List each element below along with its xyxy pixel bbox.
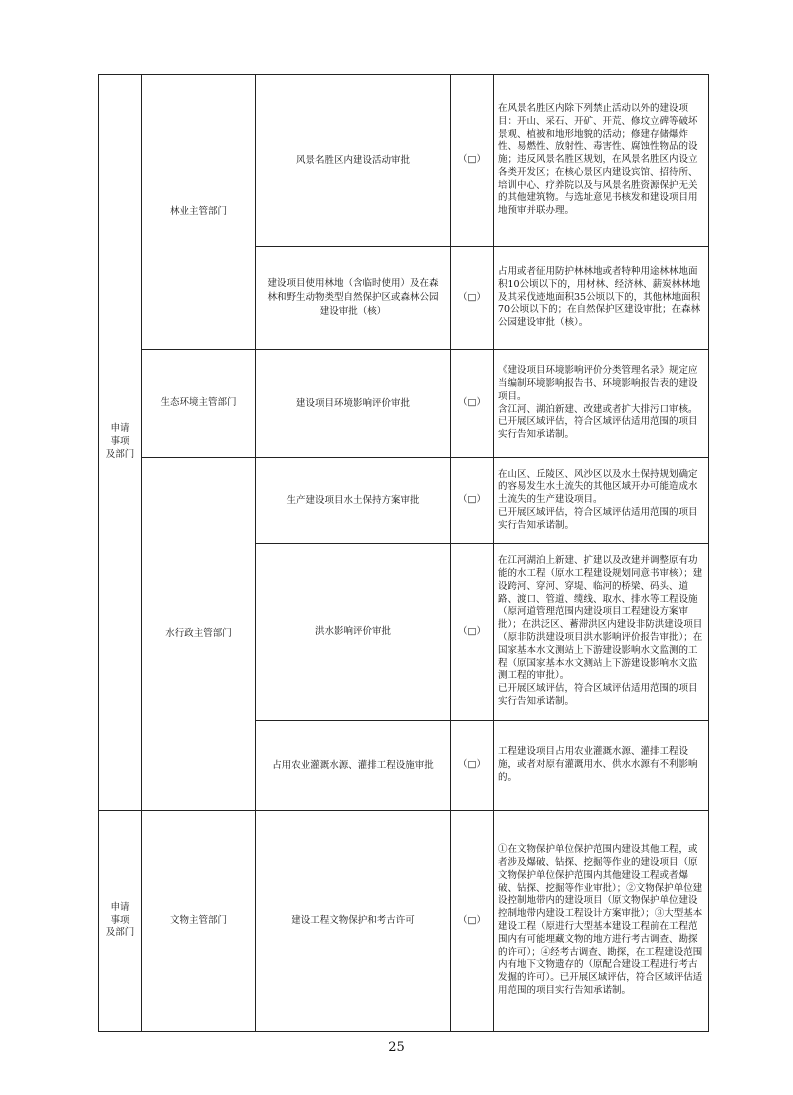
- item-description: ①在文物保护单位保护范围内建设其他工程，或者涉及爆破、钻探、挖掘等作业的建设项目（原文物保护单位保护范围内其他建设工程或者爆破、钻探、挖掘等作业审批）；②文物保护单位建设控制地带内的建设项目（原文物保护单位建设控制地带内建设工程设计方案审批）；③大型基本建设工程（原进行大型基本建设工程前在工程范围内有可能埋藏文物的地方进行考古调查、勘探的许可）；④经考古调查、勘探，在工程建设范围内有地下文物遗存的（原配合建设工程进行考古发掘的许可）。已开展区域评估，符合区域评估适用范围的项目实行告知承诺制。: [498, 844, 703, 996]
- checkbox-mark: （□）: [458, 759, 486, 771]
- category-cell: [99, 811, 142, 1032]
- department-cell: [142, 811, 256, 1032]
- item-cell: [256, 75, 451, 247]
- mark-cell: [451, 350, 494, 458]
- item-description: 《建设项目环境影响评价分类管理名录》规定应当编制环境影响报告书、环境影响报告表的建设项目。 含江河、湖泊新建、改建或者扩大排污口审核。已开展区域评估，符合区域评估适用范围的项目实行告知承诺制。: [498, 365, 698, 441]
- item-description: 占用或者征用防护林林地或者特种用途林林地面积10公顷以下的，用材林、经济林、薪炭林林地及其采伐迹地面积35公顷以下的，其他林地面积70公顷以下的；在自然保护区建设审批；在森林公园建设审批（核）。: [498, 266, 701, 329]
- item-name: 风景名胜区内建设活动审批: [295, 154, 410, 166]
- checkbox-mark: （□）: [458, 291, 486, 303]
- item-name: 洪水影响评价审批: [314, 626, 391, 637]
- item-name: 建设项目环境影响评价审批: [295, 397, 410, 409]
- mark-cell: [451, 544, 494, 721]
- mark-cell: [451, 247, 494, 350]
- item-description: 工程建设项目占用农业灌溉水源、灌排工程设施，或者对原有灌溉用水、供水水源有不利影响的。: [498, 746, 698, 783]
- description-cell: [494, 247, 709, 350]
- department-label: 林业主管部门: [169, 205, 227, 217]
- description-cell: [494, 75, 709, 247]
- item-cell: [256, 350, 451, 458]
- item-description: 在江河湖泊上新建、扩建以及改建并调整原有功能的水工程（原水工程建设规划同意书审核）；建设跨河、穿河、穿堤、临河的桥梁、码头、道路、渡口、管道、缆线、取水、排水等工程设施（原河道管理范围内建设项目工程建设方案审批）；在洪泛区、蓄滞洪区内建设非防洪建设项目（原非防洪建设项目洪水影响评价报告审批）；在国家基本水文测站上下游建设影响水文监测的工程（原国家基本水文测站上下游建设影响水文监测工程的审批）。 已开展区域评估，符合区域评估适用范围的项目实行告知承诺制。: [498, 555, 703, 707]
- checkbox-mark: （□）: [458, 397, 486, 409]
- department-cell: [142, 350, 256, 458]
- checkbox-mark: （□）: [458, 494, 486, 506]
- item-cell: [256, 811, 451, 1032]
- item-description: 在山区、丘陵区、风沙区以及水土保持规划确定的容易发生水土流失的其他区域开办可能造成水土流失的生产建设项目。 已开展区域评估，符合区域评估适用范围的项目实行告知承诺制。: [498, 468, 698, 531]
- item-name: 生产建设项目水土保持方案审批: [286, 494, 420, 506]
- checkbox-mark: （□）: [458, 914, 486, 926]
- category-cell: [99, 75, 142, 811]
- approval-items-table: [98, 74, 709, 1032]
- category-label: 申请 事项 及部门: [105, 901, 135, 939]
- description-cell: [494, 811, 709, 1032]
- department-cell: [142, 458, 256, 811]
- table-row: [99, 458, 709, 544]
- item-name: 占用农业灌溉水源、灌排工程设施审批: [272, 759, 434, 771]
- department-cell: [142, 75, 256, 350]
- item-description: 在风景名胜区内除下列禁止活动以外的建设项目：开山、采石、开矿、开荒、修坟立碑等破坏景观、植被和地形地貌的活动；修建存储爆炸性、易燃性、放射性、毒害性、腐蚀性物品的设施；违反风景名胜区规划，在风景名胜区内设立各类开发区；在核心景区内建设宾馆、招待所、培训中心、疗养院以及与风景名胜资源保护无关的其他建筑物。与选址意见书核发和建设项目用地预审并联办理。: [498, 102, 698, 217]
- department-label: 生态环境主管部门: [160, 397, 237, 409]
- table-row: [99, 75, 709, 247]
- item-name: 建设项目使用林地（含临时使用）及在森林和野生动物类型自然保护区或森林公园建设审批（核）: [267, 278, 439, 317]
- mark-cell: [451, 811, 494, 1032]
- item-name: 建设工程文物保护和考古许可: [291, 915, 415, 926]
- checkbox-mark: （□）: [458, 625, 486, 637]
- page-number: 25: [388, 1040, 405, 1055]
- table-row: [99, 811, 709, 1032]
- item-cell: [256, 458, 451, 544]
- category-label: 申请 事项 及部门: [105, 423, 135, 460]
- item-cell: [256, 721, 451, 811]
- table-row: [99, 350, 709, 458]
- mark-cell: [451, 458, 494, 544]
- mark-cell: [451, 75, 494, 247]
- description-cell: [494, 721, 709, 811]
- description-cell: [494, 544, 709, 721]
- description-cell: [494, 350, 709, 458]
- item-cell: [256, 247, 451, 350]
- department-label: 文物主管部门: [169, 914, 227, 926]
- checkbox-mark: （□）: [458, 154, 486, 166]
- description-cell: [494, 458, 709, 544]
- mark-cell: [451, 721, 494, 811]
- department-label: 水行政主管部门: [165, 627, 232, 639]
- item-cell: [256, 544, 451, 721]
